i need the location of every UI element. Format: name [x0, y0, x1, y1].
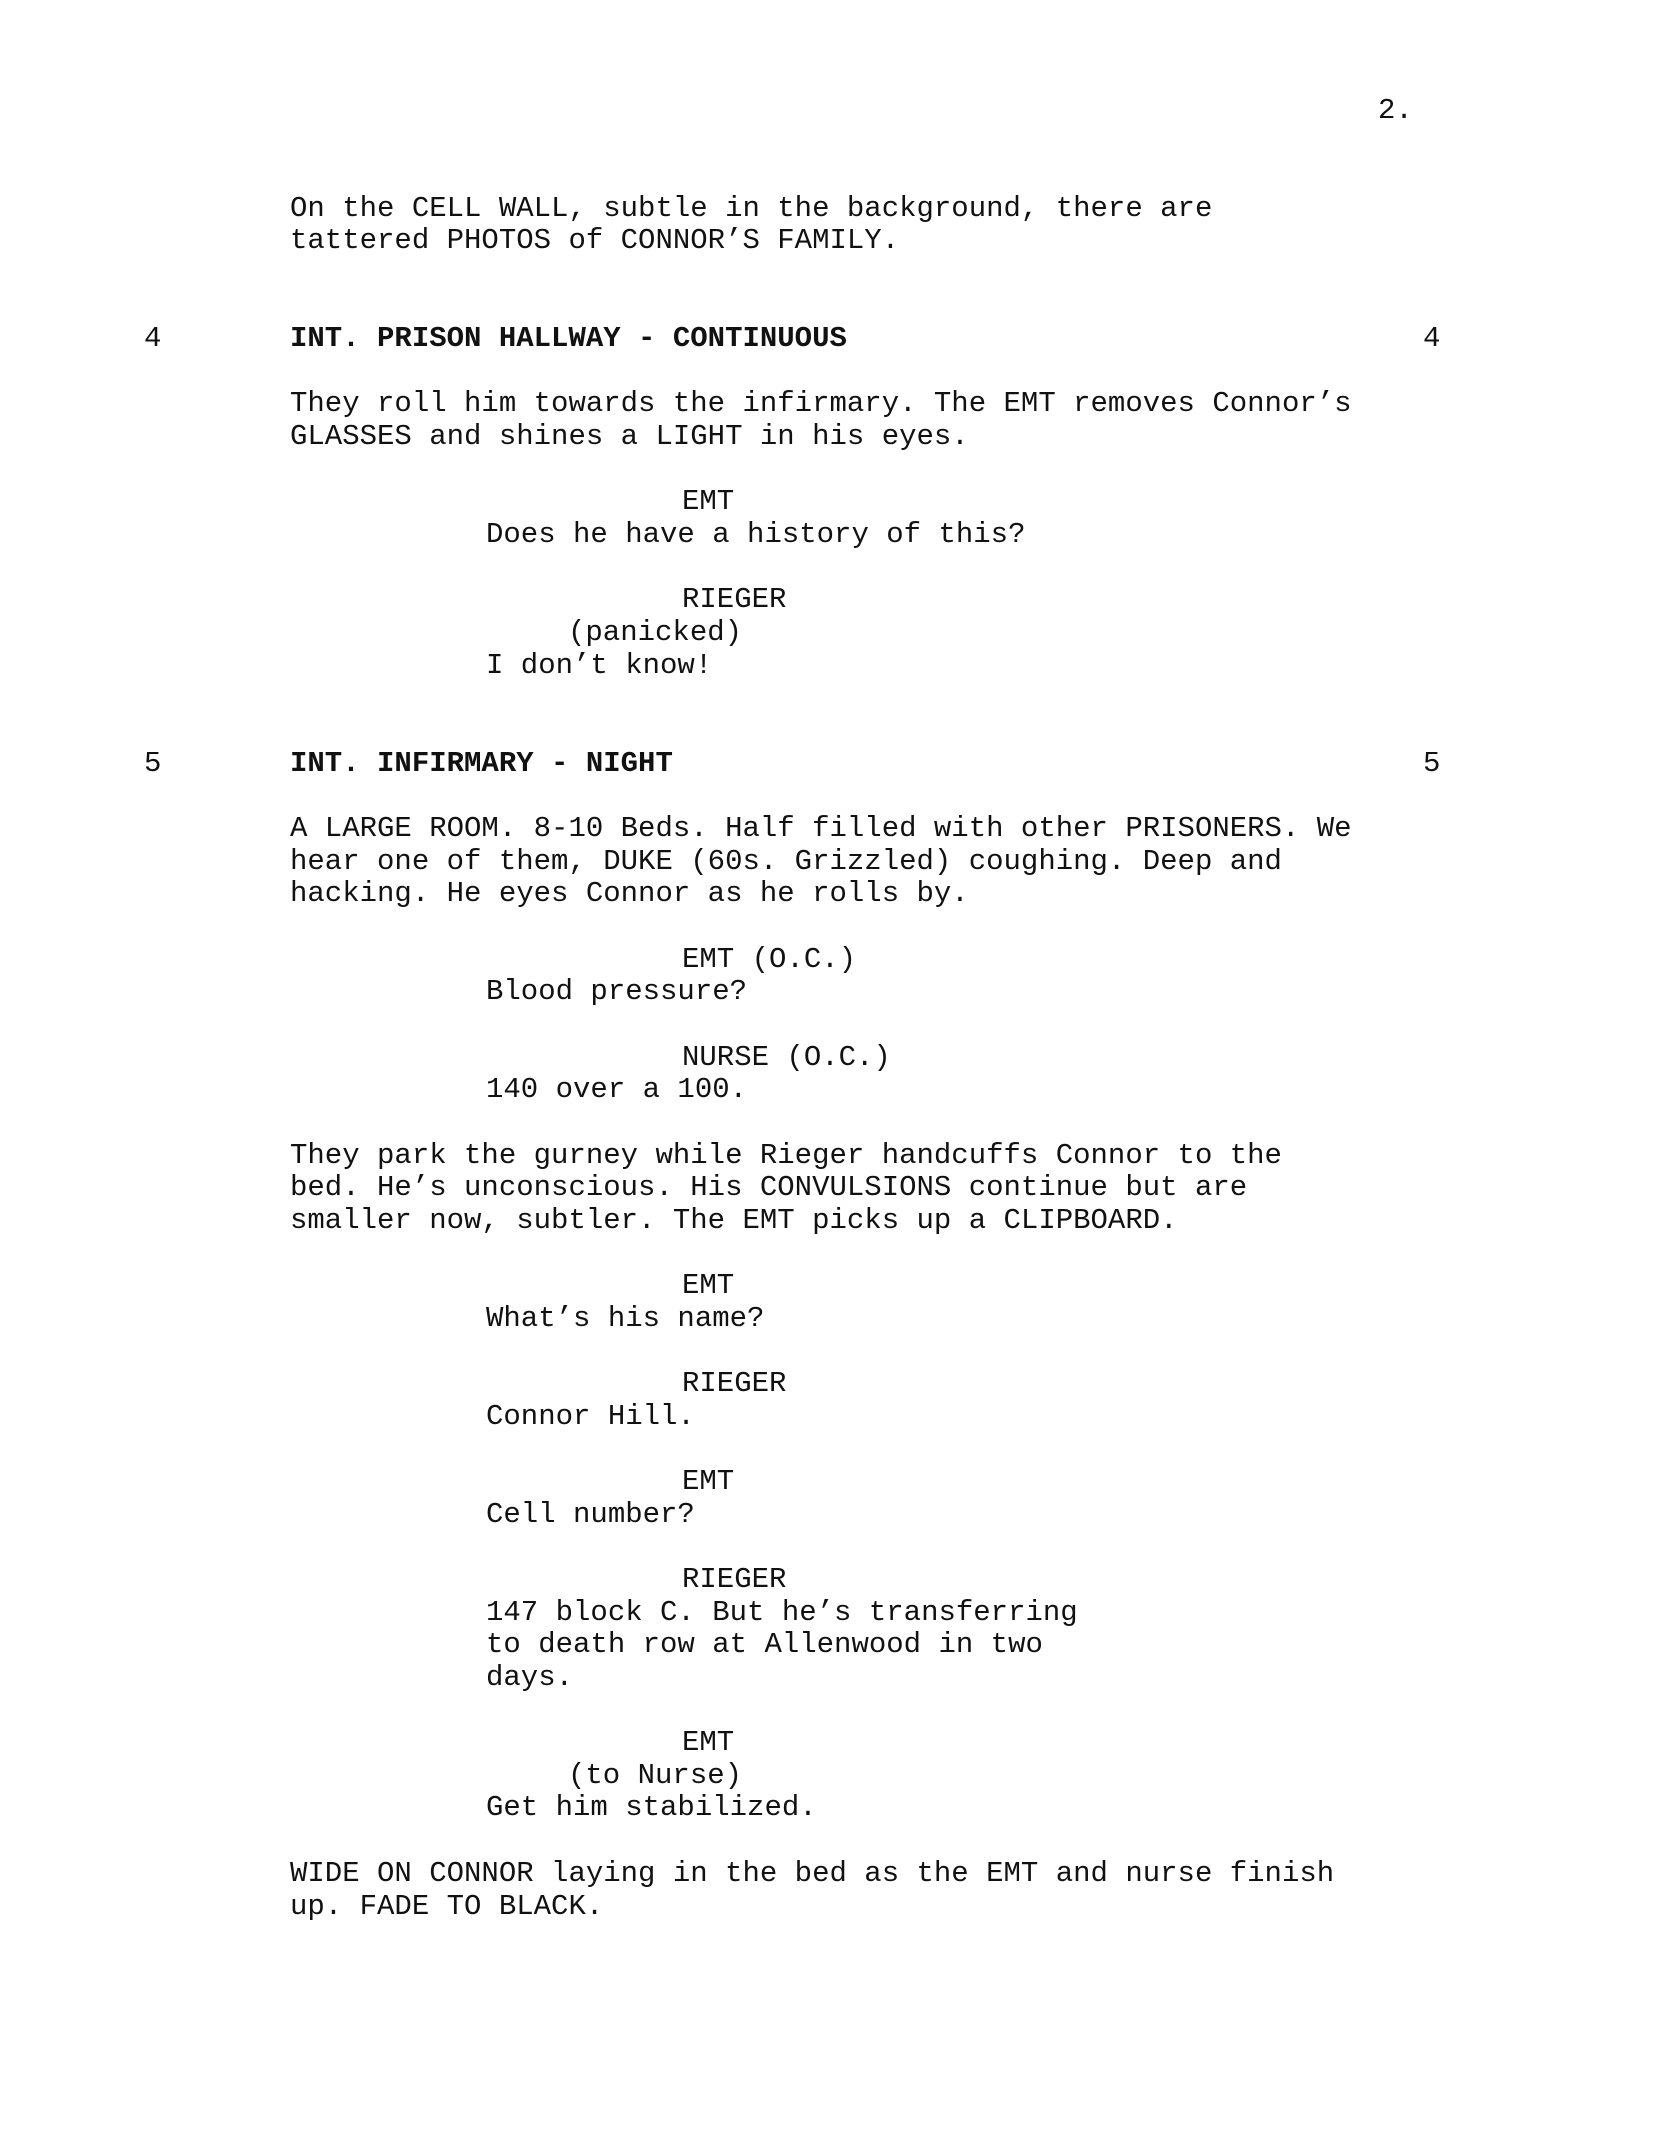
- dialogue-line: days.: [486, 1661, 574, 1694]
- dialogue-line: Cell number?: [486, 1498, 695, 1531]
- dialogue-line: Connor Hill.: [486, 1400, 695, 1433]
- action-line: hacking. He eyes Connor as he rolls by.: [290, 877, 969, 910]
- scene-number-left: 4: [144, 322, 162, 355]
- action-line: hear one of them, DUKE (60s. Grizzled) coughing. Deep and: [290, 845, 1282, 878]
- character-name: EMT: [682, 1465, 735, 1498]
- action-line: A LARGE ROOM. 8-10 Beds. Half filled with other PRISONERS. We: [290, 812, 1352, 845]
- dialogue-line: to death row at Allenwood in two: [486, 1628, 1043, 1661]
- scene-heading: INT. INFIRMARY - NIGHT: [290, 747, 673, 780]
- character-name: NURSE (O.C.): [682, 1041, 891, 1074]
- dialogue-line: What’s his name?: [486, 1302, 765, 1335]
- action-line: They park the gurney while Rieger handcuffs Connor to the: [290, 1139, 1282, 1172]
- dialogue-line: 147 block C. But he’s transferring: [486, 1596, 1078, 1629]
- scene-number-right: 4: [1423, 322, 1441, 355]
- action-line: They roll him towards the infirmary. The EMT removes Connor’s: [290, 387, 1352, 420]
- action-line: up. FADE TO BLACK.: [290, 1890, 604, 1923]
- action-line: bed. He’s unconscious. His CONVULSIONS continue but are: [290, 1171, 1248, 1204]
- action-line: On the CELL WALL, subtle in the background, there are: [290, 192, 1213, 225]
- dialogue-line: Does he have a history of this?: [486, 518, 1026, 551]
- character-name: EMT (O.C.): [682, 943, 857, 976]
- action-line: smaller now, subtler. The EMT picks up a CLIPBOARD.: [290, 1204, 1178, 1237]
- character-name: RIEGER: [682, 1367, 787, 1400]
- action-line: GLASSES and shines a LIGHT in his eyes.: [290, 420, 969, 453]
- character-name: EMT: [682, 485, 735, 518]
- character-name: EMT: [682, 1269, 735, 1302]
- dialogue-line: I don’t know!: [486, 649, 713, 682]
- scene-heading: INT. PRISON HALLWAY - CONTINUOUS: [290, 322, 847, 355]
- scene-number-right: 5: [1423, 747, 1441, 780]
- page-number: 2.: [1378, 94, 1413, 127]
- action-line: WIDE ON CONNOR laying in the bed as the EMT and nurse finish: [290, 1857, 1335, 1890]
- character-name: RIEGER: [682, 1563, 787, 1596]
- character-name: EMT: [682, 1726, 735, 1759]
- scene-number-left: 5: [144, 747, 162, 780]
- dialogue-line: Blood pressure?: [486, 975, 748, 1008]
- action-line: tattered PHOTOS of CONNOR’S FAMILY.: [290, 224, 900, 257]
- parenthetical: (panicked): [568, 616, 743, 649]
- character-name: RIEGER: [682, 583, 787, 616]
- dialogue-line: 140 over a 100.: [486, 1073, 748, 1106]
- dialogue-line: Get him stabilized.: [486, 1791, 817, 1824]
- parenthetical: (to Nurse): [568, 1759, 743, 1792]
